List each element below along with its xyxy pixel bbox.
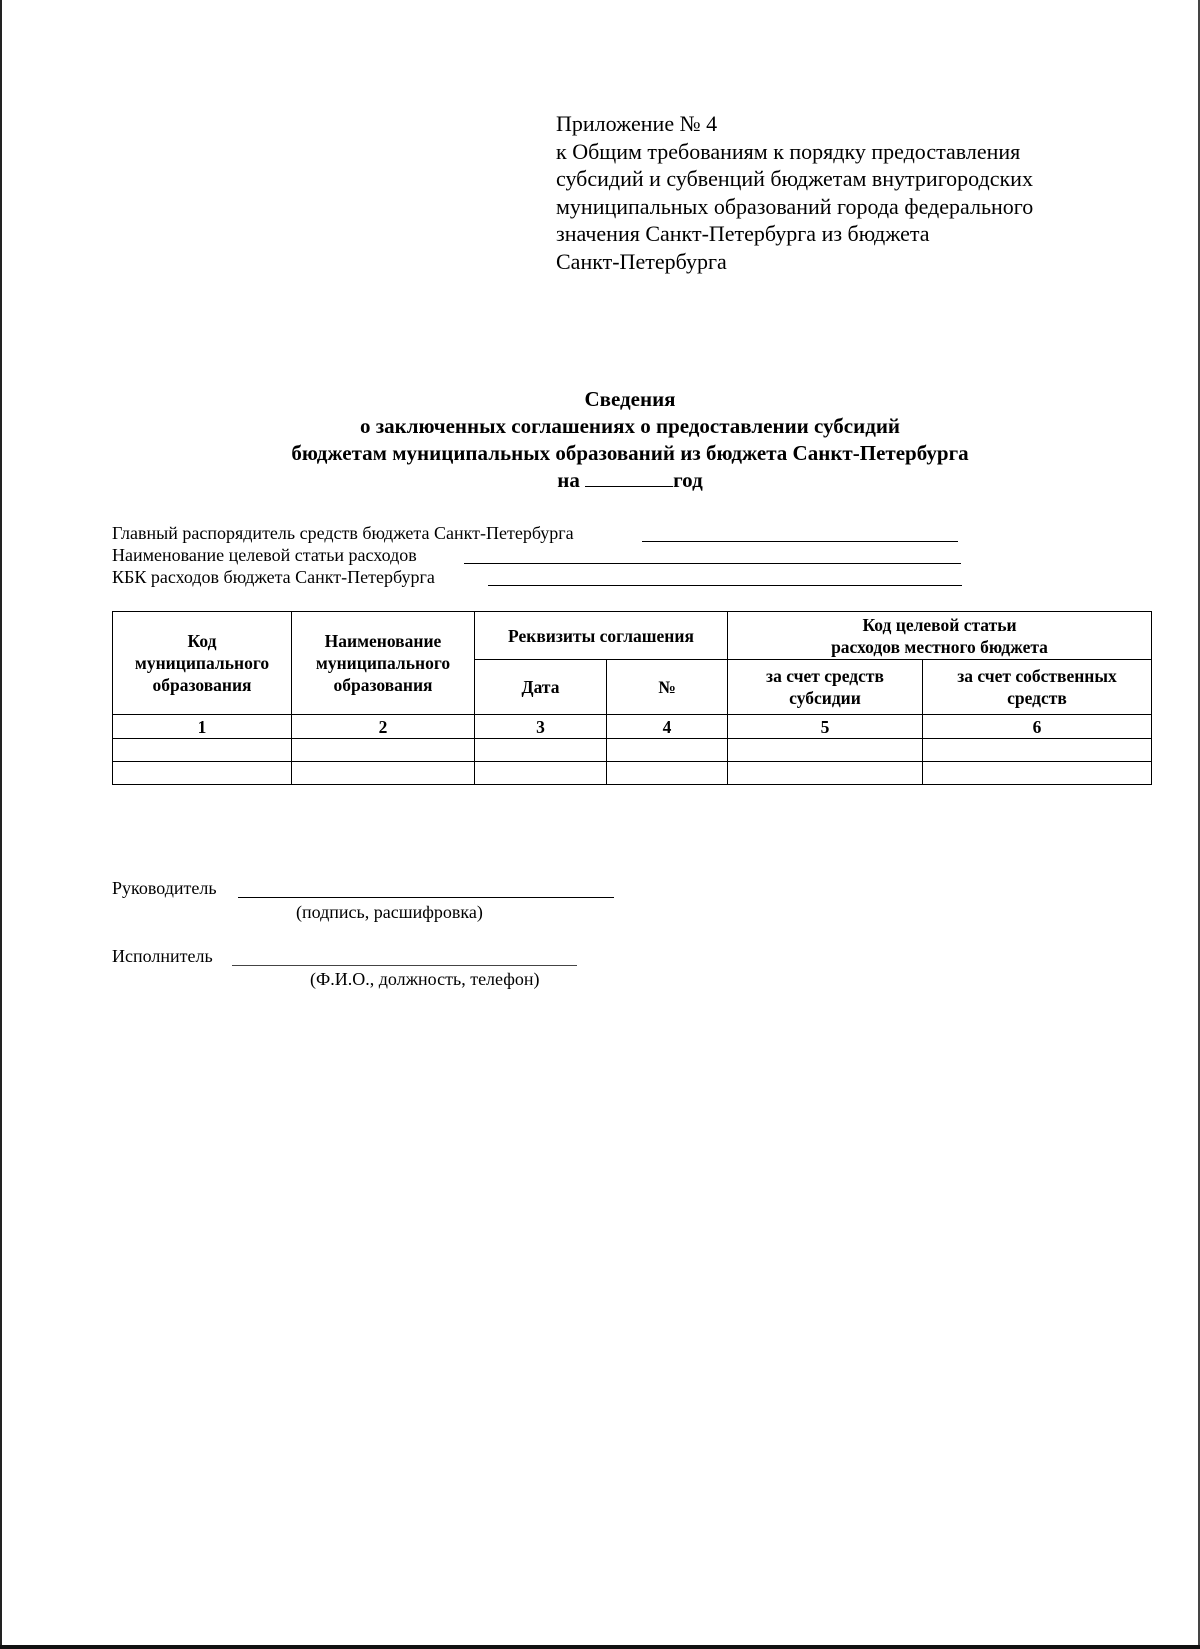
field-target-item bbox=[112, 544, 574, 566]
header-own: за счет собственных средств bbox=[923, 660, 1152, 715]
head-caption: (подпись, расшифровка) bbox=[296, 902, 483, 922]
title-year-line bbox=[0, 467, 1200, 494]
table-cell[interactable] bbox=[113, 739, 292, 762]
title-line-2: о заключенных соглашениях о предоставлении субсидий bbox=[359, 414, 901, 438]
column-number: 3 bbox=[475, 715, 607, 739]
column-number: 4 bbox=[607, 715, 728, 739]
header-subsidy: за счет средств субсидии bbox=[728, 660, 923, 715]
table-row bbox=[113, 762, 1152, 785]
table-cell[interactable] bbox=[607, 762, 728, 785]
field-target-item-line[interactable] bbox=[464, 563, 961, 564]
field-manager-label: Главный распорядитель средств бюджета Санкт-Петербурга bbox=[112, 523, 574, 543]
header-name: Наименование муниципального образования bbox=[292, 612, 475, 715]
table-cell[interactable] bbox=[607, 739, 728, 762]
appendix-line: муниципальных образований города федерального bbox=[556, 193, 1034, 219]
year-blank[interactable] bbox=[585, 468, 673, 487]
scan-edge-left bbox=[0, 0, 2, 1649]
column-numbers-row bbox=[113, 715, 1152, 739]
year-suffix: год bbox=[673, 468, 703, 492]
header-code: Код муниципального образования bbox=[113, 612, 292, 715]
title-line-1: Сведения bbox=[584, 387, 676, 411]
table-cell[interactable] bbox=[728, 739, 923, 762]
scan-edge-bottom bbox=[0, 1645, 1200, 1649]
header-target-code: Код целевой статьи расходов местного бюджета bbox=[728, 612, 1152, 660]
title-line-3: бюджетам муниципальных образований из бюджета Санкт-Петербурга bbox=[291, 441, 969, 465]
column-number: 6 bbox=[923, 715, 1152, 739]
appendix-line: к Общим требованиям к порядку предоставления bbox=[556, 138, 1021, 164]
executor-caption: (Ф.И.О., должность, телефон) bbox=[310, 969, 540, 989]
executor-signature-line[interactable] bbox=[232, 965, 577, 966]
table-cell[interactable] bbox=[292, 739, 475, 762]
field-kbk-line[interactable] bbox=[488, 585, 962, 586]
table-cell[interactable] bbox=[923, 762, 1152, 785]
column-number: 5 bbox=[728, 715, 923, 739]
header-date: Дата bbox=[475, 660, 607, 715]
document-title bbox=[0, 386, 1200, 494]
appendix-line: субсидий и субвенций бюджетам внутригородских bbox=[556, 166, 1033, 191]
field-target-item-label: Наименование целевой статьи расходов bbox=[112, 545, 417, 565]
table-cell[interactable] bbox=[475, 762, 607, 785]
field-manager-line[interactable] bbox=[642, 541, 958, 542]
table-cell[interactable] bbox=[728, 762, 923, 785]
table-cell[interactable] bbox=[113, 762, 292, 785]
column-number: 1 bbox=[113, 715, 292, 739]
header-row-1 bbox=[113, 612, 1152, 660]
table-cell[interactable] bbox=[292, 762, 475, 785]
head-label: Руководитель bbox=[112, 878, 217, 898]
table-cell[interactable] bbox=[923, 739, 1152, 762]
agreements-table-wrap bbox=[112, 611, 1152, 785]
field-manager bbox=[112, 522, 574, 544]
field-kbk-label: КБК расходов бюджета Санкт-Петербурга bbox=[112, 567, 435, 587]
field-kbk bbox=[112, 566, 574, 588]
appendix-note bbox=[556, 110, 1116, 275]
table-row bbox=[113, 739, 1152, 762]
year-prefix: на bbox=[557, 468, 580, 492]
column-number: 2 bbox=[292, 715, 475, 739]
executor-label: Исполнитель bbox=[112, 946, 213, 966]
head-signature-line[interactable] bbox=[238, 897, 614, 898]
header-fields bbox=[112, 522, 574, 588]
appendix-line: Приложение № 4 bbox=[556, 111, 718, 136]
header-number: № bbox=[607, 660, 728, 715]
header-requisites: Реквизиты соглашения bbox=[475, 612, 728, 660]
agreements-table bbox=[112, 611, 1152, 785]
table-cell[interactable] bbox=[475, 739, 607, 762]
appendix-line: значения Санкт-Петербурга из бюджета bbox=[556, 221, 930, 246]
appendix-line: Санкт-Петербурга bbox=[556, 248, 727, 274]
